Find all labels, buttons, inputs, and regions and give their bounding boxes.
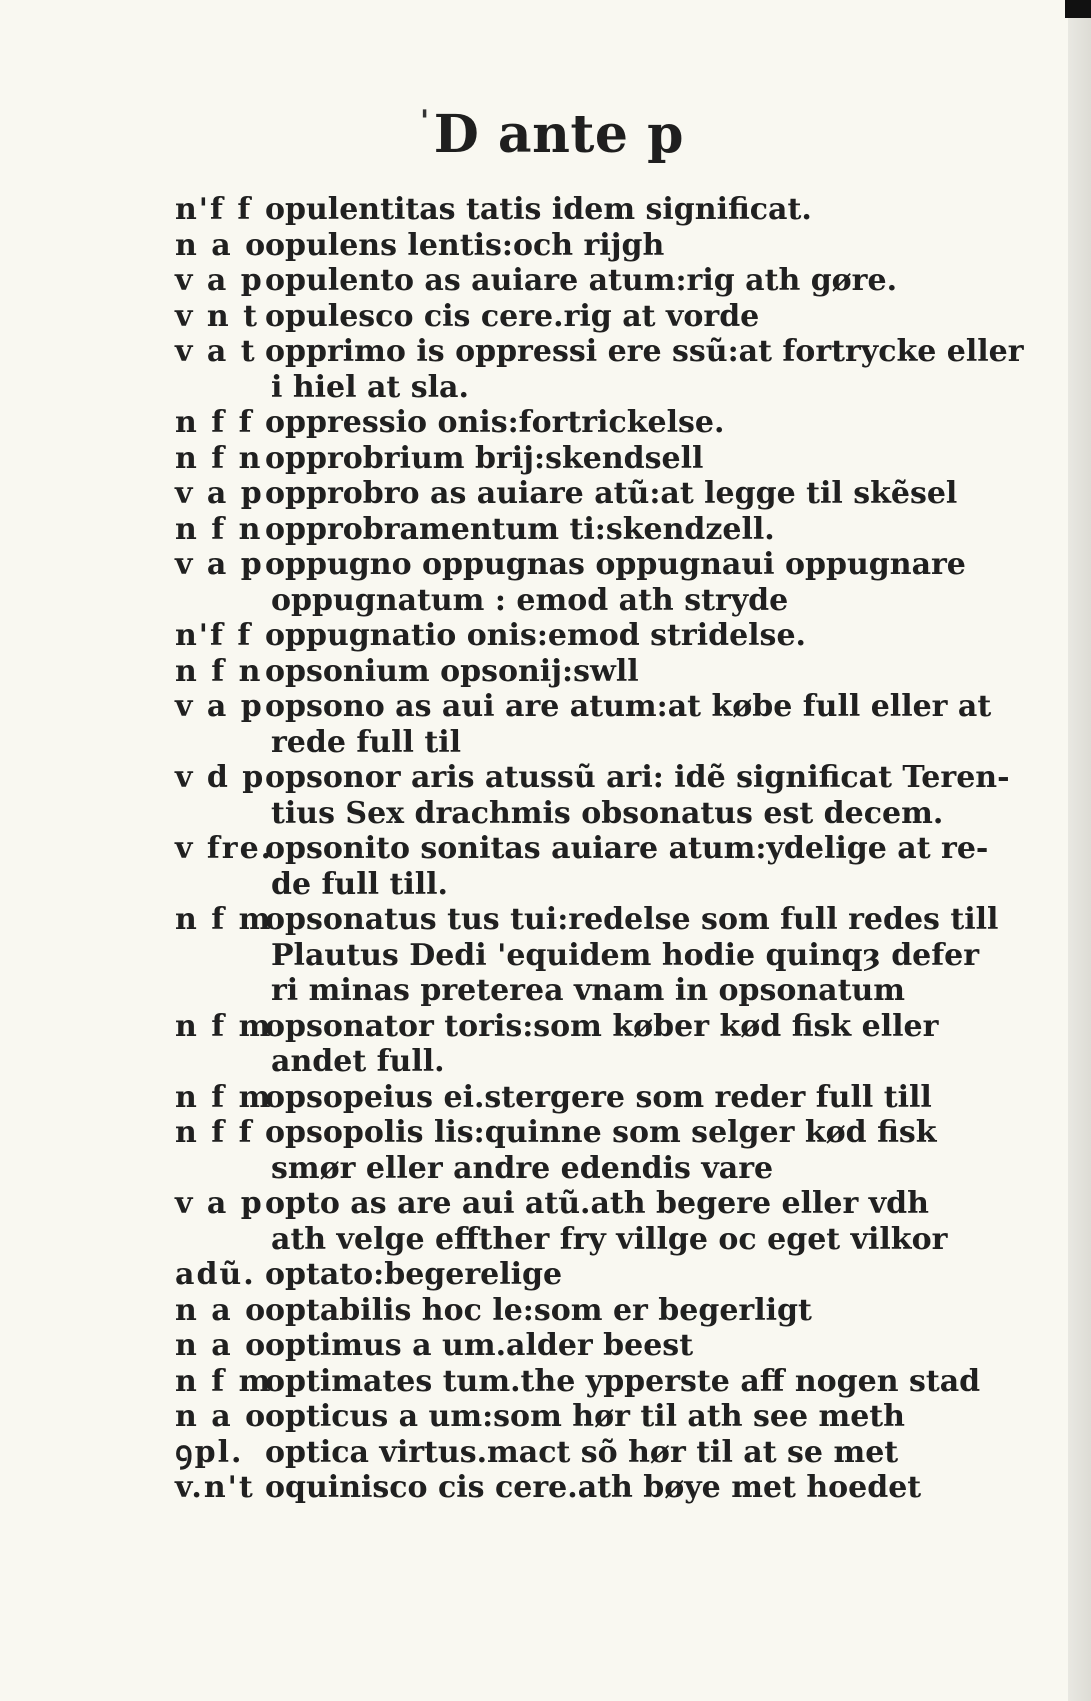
entry-text bbox=[265, 1115, 955, 1186]
dictionary-entry bbox=[175, 654, 955, 690]
entry-headword-line: opulento as auiare atum:rig ath gøre. bbox=[265, 263, 898, 298]
entry-text bbox=[265, 689, 991, 760]
grammar-tag: v a p bbox=[175, 689, 264, 724]
grammar-tag: v a p bbox=[175, 1186, 264, 1221]
entry-headword-line: oppugnatio onis:emod stridelse. bbox=[265, 618, 806, 653]
grammar-tag: ꝯpl. bbox=[175, 1434, 244, 1470]
dictionary-entry bbox=[175, 547, 966, 618]
entry-text bbox=[265, 831, 988, 902]
grammar-tag: v a p bbox=[175, 263, 264, 298]
dictionary-entry bbox=[175, 192, 955, 228]
entry-headword-line: oquinisco cis cere.ath bøye met hoedet bbox=[265, 1470, 922, 1505]
entry-text bbox=[265, 1009, 955, 1080]
entry-headword-line: opulesco cis cere.rig at vorde bbox=[265, 298, 760, 334]
dictionary-entry bbox=[175, 831, 989, 902]
dictionary-entry bbox=[175, 1435, 955, 1471]
entry-text bbox=[265, 760, 1010, 831]
entry-text bbox=[265, 405, 955, 441]
entry-text bbox=[265, 618, 955, 654]
dictionary-entry bbox=[175, 1328, 955, 1364]
entry-headword-line: opsopeius ei.stergere som reder full till bbox=[265, 1079, 932, 1115]
entry-continuation-line: ath velge effther fry villge oc eget vilkor bbox=[271, 1221, 948, 1257]
entry-headword-line: opsonor aris atussũ ari: idẽ significat Teren- bbox=[265, 760, 1010, 795]
dictionary-entry bbox=[175, 228, 955, 264]
grammar-tag: n a o bbox=[175, 1292, 268, 1328]
entry-text bbox=[265, 1293, 955, 1329]
grammar-tag: n f f bbox=[175, 405, 254, 440]
entry-headword-line: opprimo is oppressi ere ssũ:at fortrycke eller bbox=[265, 334, 1024, 369]
grammar-tag: n f n bbox=[175, 440, 263, 476]
entry-continuation-line: ri minas preterea vnam in opsonatum bbox=[271, 973, 906, 1008]
running-head-mark: ' bbox=[420, 104, 430, 139]
dictionary-entry bbox=[175, 441, 955, 477]
entry-headword-line: opprobramentum ti:skendzell. bbox=[265, 511, 775, 547]
grammar-tag: adũ. bbox=[175, 1257, 256, 1292]
grammar-tag: v a p bbox=[175, 476, 264, 511]
entry-text bbox=[265, 1080, 955, 1116]
dictionary-entry bbox=[175, 1080, 955, 1116]
entry-text bbox=[265, 334, 1024, 405]
entry-headword-line: optimates tum.the ypperste aff nogen stad bbox=[265, 1363, 981, 1399]
grammar-tag: n'f f bbox=[175, 618, 253, 653]
entry-text bbox=[265, 263, 955, 299]
grammar-tag: n f n bbox=[175, 511, 263, 547]
grammar-tag: n f f bbox=[175, 1115, 254, 1150]
entry-continuation-line: oppugnatum : emod ath stryde bbox=[271, 582, 789, 618]
grammar-tag: n a o bbox=[175, 1399, 268, 1434]
grammar-tag: n f m bbox=[175, 1079, 273, 1115]
entry-continuation-line: andet full. bbox=[271, 1044, 445, 1079]
entry-headword-line: opulens lentis:och rijgh bbox=[265, 227, 665, 263]
entry-headword-line: opulentitas tatis idem significat. bbox=[265, 192, 812, 227]
dictionary-entry bbox=[175, 1363, 981, 1400]
dictionary-entry bbox=[175, 1186, 955, 1257]
entry-text bbox=[265, 476, 957, 512]
grammar-tag: v a t bbox=[175, 334, 257, 369]
page-edge bbox=[1068, 0, 1091, 1701]
grammar-tag: n f m bbox=[175, 902, 273, 937]
dictionary-entry bbox=[175, 1009, 955, 1080]
grammar-tag: n'f f bbox=[175, 192, 253, 227]
entry-text bbox=[265, 1399, 955, 1435]
entry-text bbox=[265, 1186, 955, 1257]
entry-continuation-line: de full till. bbox=[271, 866, 448, 902]
running-head bbox=[420, 104, 684, 165]
entry-headword-line: oppressio onis:fortrickelse. bbox=[265, 405, 725, 440]
entry-text bbox=[265, 192, 955, 228]
entry-headword-line: opprobro as auiare atũ:at legge til skẽsel bbox=[265, 476, 958, 511]
entry-headword-line: optato:begerelige bbox=[265, 1257, 563, 1292]
grammar-tag: n a o bbox=[175, 1328, 268, 1363]
grammar-tag: v n t bbox=[175, 298, 259, 334]
corner-mark bbox=[1065, 0, 1091, 18]
grammar-tag: n f m bbox=[175, 1008, 273, 1044]
entry-headword-line: opticus a um:som hør til ath see meth bbox=[265, 1399, 905, 1434]
entry-text bbox=[265, 654, 955, 690]
entry-headword-line: opto as are aui atũ.ath begere eller vdh bbox=[265, 1186, 929, 1221]
dictionary-entry bbox=[175, 476, 958, 512]
dictionary-entry bbox=[175, 334, 1024, 405]
entry-continuation-line: rede full til bbox=[271, 724, 462, 760]
dictionary-entry bbox=[175, 299, 955, 335]
entry-text bbox=[265, 1328, 955, 1364]
entry-text bbox=[265, 228, 955, 264]
grammar-tag: n f m bbox=[175, 1363, 273, 1399]
dictionary-entry bbox=[175, 689, 992, 760]
entry-headword-line: optabilis hoc le:som er begerligt bbox=[265, 1292, 812, 1328]
entry-continuation-line: smør eller andre edendis vare bbox=[271, 1150, 774, 1186]
entry-headword-line: optica virtus.mact sõ hør til at se met bbox=[265, 1434, 899, 1470]
dictionary-entry bbox=[175, 405, 955, 441]
entry-text bbox=[265, 547, 966, 618]
dictionary-entry bbox=[175, 760, 1010, 831]
dictionary-entries bbox=[175, 192, 1024, 1506]
dictionary-entry bbox=[175, 1470, 955, 1506]
entry-headword-line: opsonator toris:som køber kød fisk eller bbox=[265, 1008, 939, 1044]
entry-text bbox=[265, 299, 955, 335]
entry-headword-line: opsopolis lis:quinne som selger kød fisk bbox=[265, 1115, 937, 1150]
entry-continuation-line: i hiel at sla. bbox=[271, 369, 469, 405]
dictionary-entry bbox=[175, 1257, 955, 1293]
entry-headword-line: opsonium opsonij:swll bbox=[265, 653, 639, 689]
grammar-tag: v.n't bbox=[175, 1470, 255, 1505]
grammar-tag: v d p bbox=[175, 760, 266, 795]
entry-headword-line: optimus a um.alder beest bbox=[265, 1328, 694, 1363]
entry-text bbox=[265, 512, 955, 548]
dictionary-entry bbox=[175, 512, 955, 548]
entry-headword-line: opprobrium brij:skendsell bbox=[265, 440, 704, 476]
grammar-tag: n a o bbox=[175, 227, 268, 263]
dictionary-entry bbox=[175, 1399, 955, 1435]
entry-text bbox=[265, 1364, 980, 1400]
entry-text bbox=[265, 441, 955, 477]
running-head-title: D ante p bbox=[433, 104, 684, 165]
dictionary-entry bbox=[175, 1115, 955, 1186]
entry-text bbox=[265, 1470, 955, 1506]
entry-headword-line: opsono as aui are atum:at købe full eller at bbox=[265, 689, 992, 724]
entry-text bbox=[265, 902, 998, 1009]
grammar-tag: v a p bbox=[175, 547, 264, 582]
entry-continuation-line: tius Sex drachmis obsonatus est decem. bbox=[271, 795, 944, 831]
entry-text bbox=[265, 1257, 955, 1293]
grammar-tag: n f n bbox=[175, 653, 263, 689]
entry-headword-line: oppugno oppugnas oppugnaui oppugnare bbox=[265, 547, 966, 582]
entry-continuation-line: Plautus Dedi 'equidem hodie quinqȝ defer bbox=[271, 937, 980, 973]
dictionary-entry bbox=[175, 618, 955, 654]
entry-headword-line: opsonatus tus tui:redelse som full redes till bbox=[265, 902, 999, 937]
dictionary-entry bbox=[175, 902, 999, 1009]
dictionary-entry bbox=[175, 1293, 955, 1329]
entry-headword-line: opsonito sonitas auiare atum:ydelige at re- bbox=[265, 831, 989, 866]
dictionary-entry bbox=[175, 263, 955, 299]
entry-text bbox=[265, 1435, 955, 1471]
grammar-tag: v fre. bbox=[175, 831, 274, 866]
